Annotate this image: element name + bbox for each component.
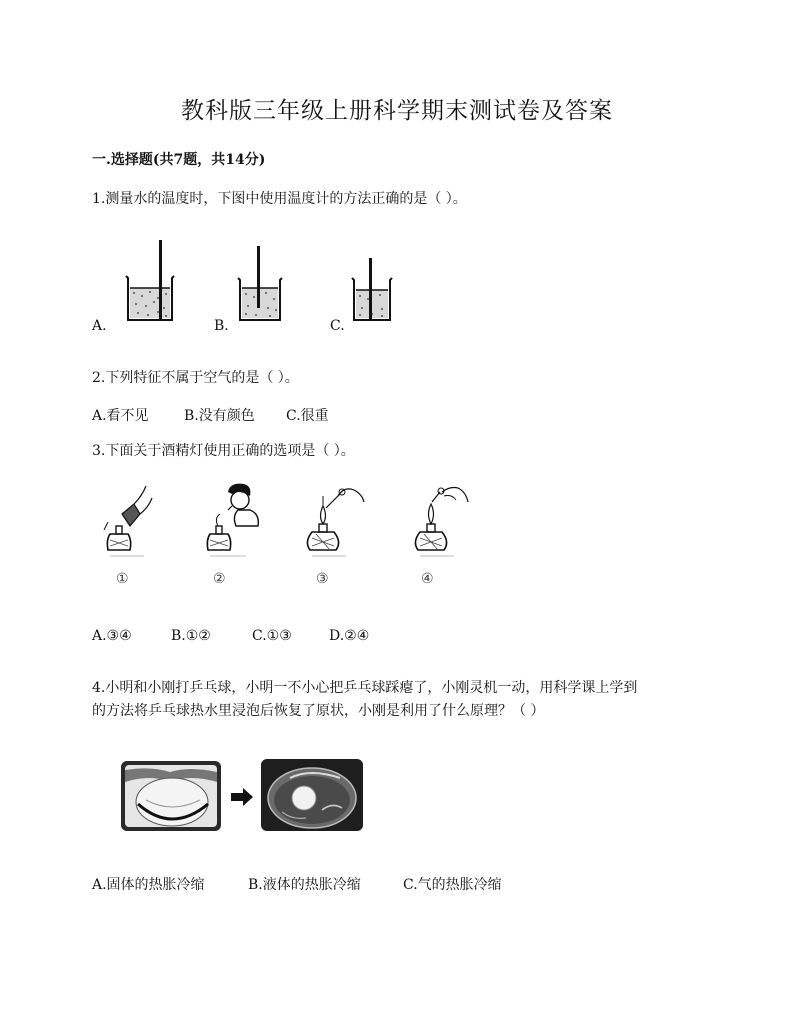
q2-option-c: C.很重: [286, 408, 329, 424]
q3-option-d: D.②④: [329, 628, 370, 644]
q1-image-label-c: C.: [330, 318, 345, 334]
question-4-text-line-1: 4.小明和小刚打乒乓球，小明一不小心把乒乓球踩瘪了，小刚灵机一动，用科学课上学到: [92, 680, 638, 696]
q4-option-c: C.气的热胀冷缩: [403, 877, 502, 893]
q1-image-label-b: B.: [214, 318, 229, 334]
question-2-text: 2.下列特征不属于空气的是（ ）。: [92, 370, 299, 386]
question-3-text: 3.下面关于酒精灯使用正确的选项是（ ）。: [92, 443, 355, 459]
question-4-text-line-2: 的方法将乒乓球热水里浸泡后恢复了原状，小刚是利用了什么原理？（ ）: [92, 703, 545, 719]
question-1-text: 1.测量水的温度时，下图中使用温度计的方法正确的是（ ）。: [92, 191, 467, 207]
q3-image-label-1: ①: [116, 571, 129, 587]
q2-option-a: A.看不见: [92, 408, 149, 424]
restored-ball-in-water-photo: [260, 758, 364, 832]
beaker-b-illustration: [236, 244, 284, 324]
page-title: 教科版三年级上册科学期末测试卷及答案: [181, 98, 613, 124]
beaker-c-illustration: [350, 256, 394, 324]
q4-option-b: B.液体的热胀冷缩: [248, 877, 361, 893]
q4-option-a: A.固体的热胀冷缩: [92, 877, 205, 893]
q3-image-label-4: ④: [421, 571, 434, 587]
beaker-a-illustration: [122, 238, 178, 324]
arrow-right-icon: [231, 788, 253, 806]
dented-ball-photo: [120, 760, 222, 832]
alcohol-lamp-4-illustration: [410, 484, 474, 558]
alcohol-lamp-3-illustration: [302, 484, 366, 558]
alcohol-lamp-2-illustration: [202, 482, 264, 558]
q3-option-a: A.③④: [92, 628, 132, 644]
q2-option-b: B.没有颜色: [184, 408, 255, 424]
q1-image-label-a: A.: [92, 318, 107, 334]
q3-option-b: B.①②: [171, 628, 211, 644]
alcohol-lamp-1-illustration: [100, 484, 156, 558]
q3-image-label-3: ③: [316, 571, 329, 587]
q3-option-c: C.①③: [252, 628, 292, 644]
section-heading: 一.选择题(共7题，共14分): [92, 152, 266, 168]
q3-image-label-2: ②: [213, 571, 226, 587]
